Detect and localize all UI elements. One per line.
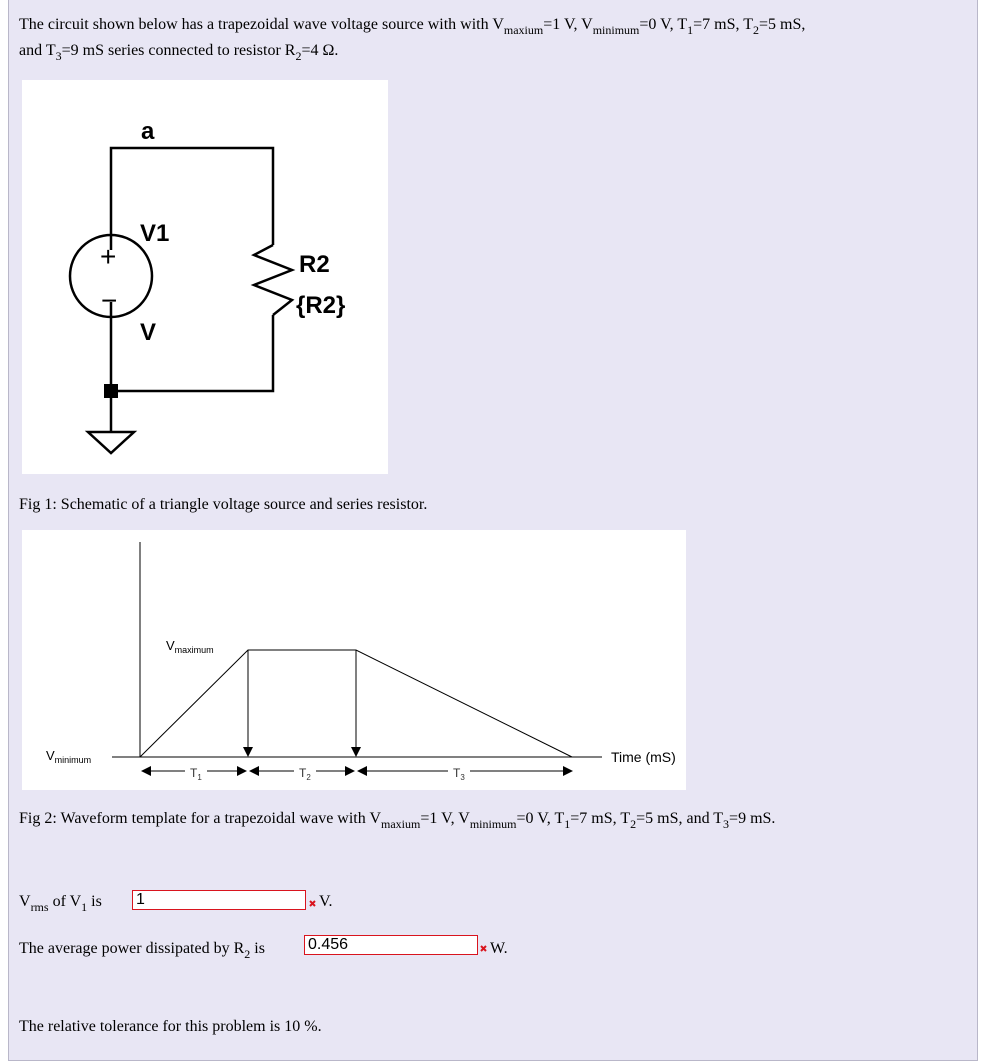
resistor-symbol xyxy=(254,245,292,315)
vrms-question-label: $V_{rms}$ of $V_1$ is xyxy=(19,893,102,914)
wire-bottom xyxy=(111,315,273,391)
ground-node xyxy=(104,384,118,398)
schematic-figure xyxy=(22,80,388,474)
incorrect-x-icon xyxy=(309,900,316,907)
ground-symbol xyxy=(88,432,134,453)
minus-sign: − xyxy=(101,285,118,316)
fig2-caption: Fig 2: Waveform template for a trapezoidal wave with $V_{maxium}=1$ V, $V_{minimum}=0$ V, $T_1=7$ mS, $T_2=5$ mS, and $T_3=9$ mS. xyxy=(19,810,776,831)
t2-label: $T_2$ xyxy=(299,766,311,782)
time-axis-label: Time (mS) xyxy=(611,749,676,765)
source-value: V xyxy=(140,319,157,346)
t1-label: $T_1$ xyxy=(190,766,202,782)
vrms-answer-input[interactable] xyxy=(132,890,306,910)
power-question-label: The average power dissipated by $R_2$ is xyxy=(19,940,265,961)
power-unit: W. xyxy=(490,940,508,957)
t3-label: $T_3$ xyxy=(453,766,465,782)
vmin-label: $V_{minimum}$ xyxy=(46,748,92,765)
problem-line-2: and $T_3=9$ mS series connected to resistor $R_2=4$ Ω. xyxy=(19,42,339,63)
power-answer-input[interactable] xyxy=(304,935,478,955)
wire-top xyxy=(111,148,273,250)
waveform-figure xyxy=(22,530,686,790)
vmax-label: $V_{maximum}$ xyxy=(166,638,214,655)
node-label-a: a xyxy=(141,118,155,145)
resistor-name: R2 xyxy=(299,251,330,278)
problem-line-1: The circuit shown below has a trapezoidal wave voltage source with with $V_{maxium}=1$ V, $V_{minimum}=0$ V, $T_1=7$ mS, $T_2=5$ mS, xyxy=(19,16,806,37)
plus-sign: + xyxy=(100,241,117,272)
vrms-unit: V. xyxy=(319,893,333,910)
fig1-caption: Fig 1: Schematic of a triangle voltage source and series resistor. xyxy=(19,496,428,513)
resistor-value: {R2} xyxy=(296,292,346,319)
tolerance-note: The relative tolerance for this problem is 10 %. xyxy=(19,1018,322,1035)
source-name: V1 xyxy=(140,220,170,247)
incorrect-x-icon xyxy=(480,945,487,952)
